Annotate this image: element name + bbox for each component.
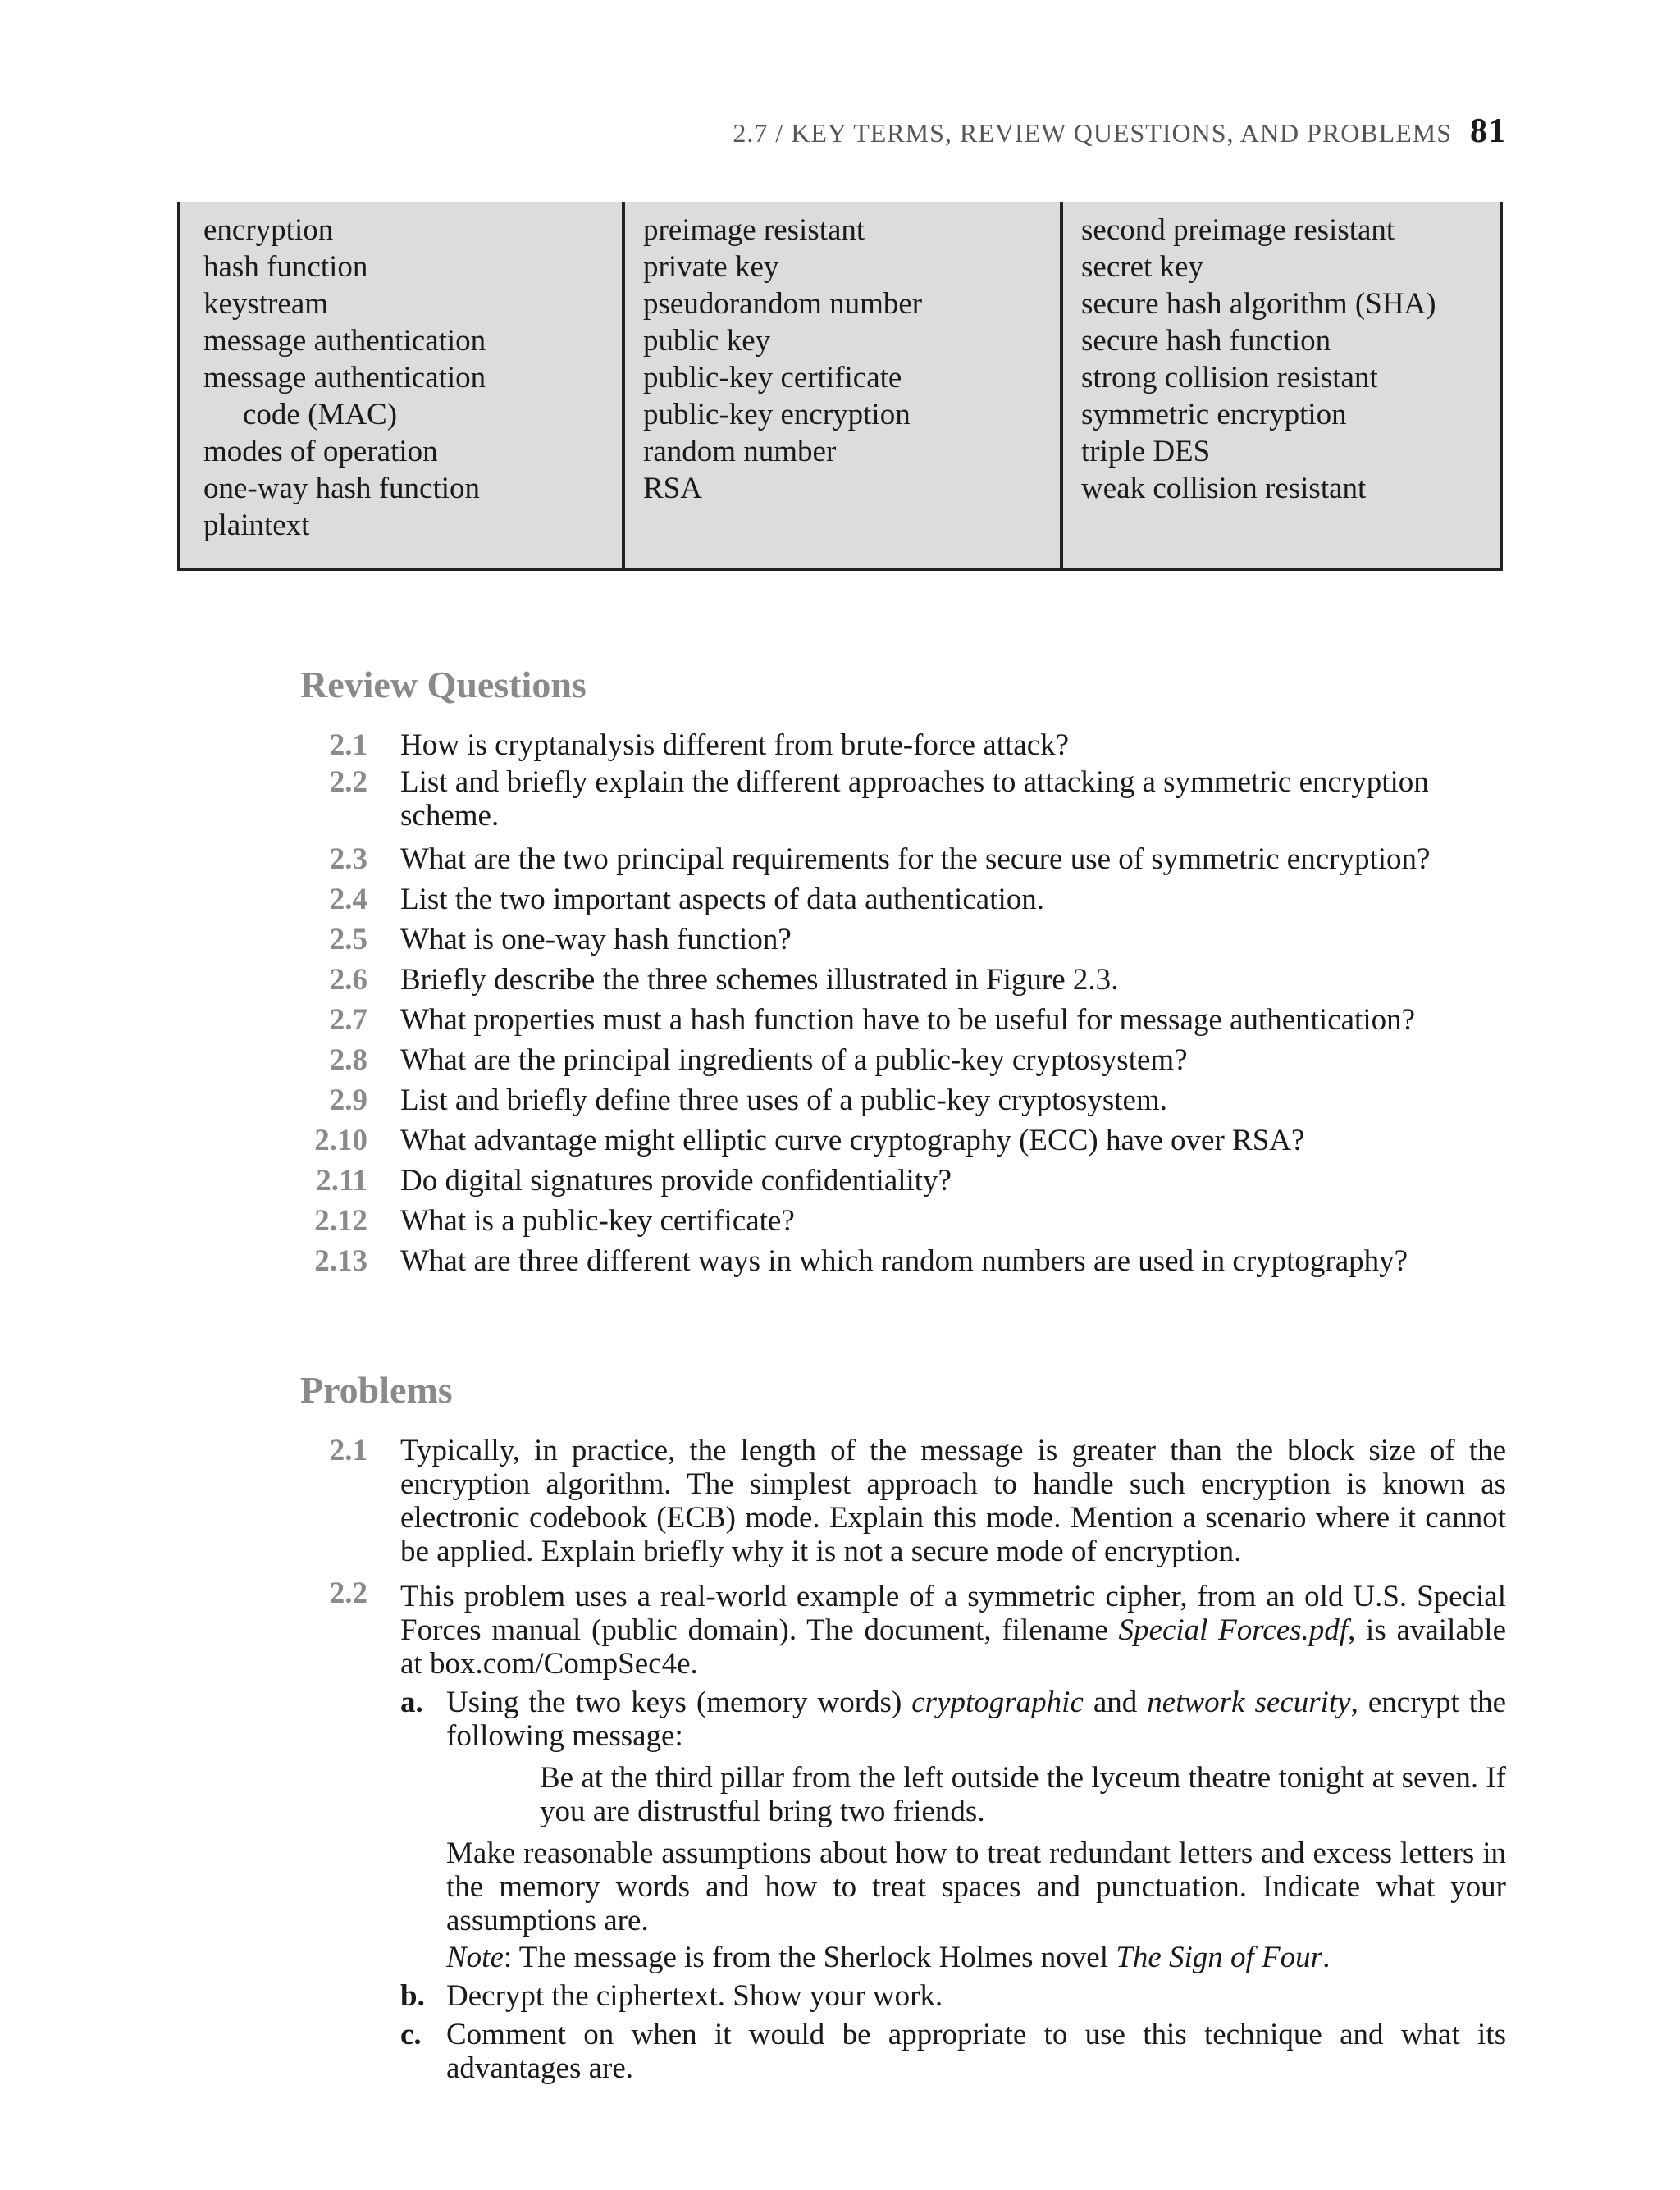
list-item	[300, 1040, 1506, 1080]
list-item	[300, 919, 1506, 960]
assumptions-paragraph: Make reasonable assumptions about how to treat redundant letters and excess letters in the memory words and how to treat spaces and punctuation. Indicate what your assumptions are.	[446, 1836, 1506, 1937]
key-term: second preimage resistant	[1081, 213, 1395, 247]
column-divider	[1060, 202, 1063, 568]
problems-list	[300, 1434, 1506, 2093]
key-term: strong collision resistant	[1081, 361, 1378, 395]
key-term: RSA	[643, 472, 702, 505]
key-term: keystream	[203, 287, 329, 321]
question-number: 2.13	[314, 1244, 368, 1278]
sub-item-letter: b.	[400, 1979, 425, 2013]
book-title: The Sign of Four	[1116, 1941, 1323, 1974]
key-term: modes of operation	[203, 435, 438, 468]
key-terms-column-1	[203, 212, 486, 544]
key-term: code (MAC)	[243, 398, 398, 431]
question-number: 2.9	[329, 1084, 368, 1117]
sub-item-c	[400, 2018, 1506, 2085]
key-term: public key	[643, 324, 771, 358]
key-term: random number	[643, 435, 837, 468]
question-text: Briefly describe the three schemes illustrated in Figure 2.3.	[400, 963, 1119, 997]
quoted-message: Be at the third pillar from the left outside the lyceum theatre tonight at seven. If you are distrustful bring two friends.	[540, 1761, 1506, 1828]
question-text: List and briefly explain the different approaches to attacking a symmetric encryption scheme.	[400, 765, 1429, 833]
review-questions-list	[300, 725, 1506, 1281]
key-term: hash function	[203, 250, 368, 284]
key-term: one-way hash function	[203, 472, 481, 505]
question-number: 2.7	[329, 1003, 368, 1037]
memory-word: network security	[1147, 1686, 1351, 1719]
list-item	[300, 879, 1506, 919]
list-item	[300, 765, 1506, 833]
question-text: List and briefly define three uses of a public-key cryptosystem.	[400, 1084, 1167, 1117]
sub-item-text	[446, 1686, 1506, 1753]
question-text: How is cryptanalysis different from brute-force attack?	[400, 728, 1070, 762]
question-text: What are the principal ingredients of a public-key cryptosystem?	[400, 1043, 1188, 1077]
text-run: This problem uses a real-world example of a symmetric cipher, from an old U.S. Special Forces manual (public domain). The document, filename	[400, 1580, 1506, 1647]
question-text: What is one-way hash function?	[400, 923, 792, 956]
list-item	[300, 1201, 1506, 1241]
note-paragraph	[446, 1941, 1506, 1974]
problem-number: 2.2	[329, 1576, 368, 1610]
key-term: public-key encryption	[643, 398, 911, 431]
key-term: private key	[643, 250, 779, 284]
question-number: 2.11	[316, 1164, 368, 1198]
question-number: 2.8	[329, 1043, 368, 1077]
sub-item-letter: c.	[400, 2018, 422, 2051]
filename: Special Forces.pdf	[1118, 1613, 1349, 1647]
review-questions-heading: Review Questions	[300, 664, 587, 705]
sub-item-text: Decrypt the ciphertext. Show your work.	[446, 1979, 943, 2013]
key-term: symmetric encryption	[1081, 398, 1347, 431]
question-text: List the two important aspects of data authentication.	[400, 883, 1045, 916]
list-item	[300, 1161, 1506, 1201]
text-run: Using the two keys (memory words)	[446, 1686, 912, 1719]
key-term: message authentication	[203, 361, 486, 395]
question-number: 2.10	[314, 1124, 368, 1157]
key-term: preimage resistant	[643, 213, 865, 247]
sub-item-body	[446, 1686, 1506, 1974]
problem-item	[300, 1434, 1506, 1568]
text-run: .	[1322, 1941, 1331, 1974]
running-title: 2.7 / KEY TERMS, REVIEW QUESTIONS, AND PROBLEMS	[733, 118, 1452, 148]
key-term: pseudorandom number	[643, 287, 923, 321]
key-terms-column-2	[643, 212, 922, 507]
key-term: public-key certificate	[643, 361, 902, 395]
problem-item	[300, 1576, 1506, 2085]
text-run: and	[1083, 1686, 1148, 1719]
problems-heading: Problems	[300, 1369, 453, 1411]
question-number: 2.3	[329, 842, 368, 876]
question-text: What advantage might elliptic curve cryptography (ECC) have over RSA?	[400, 1124, 1305, 1157]
key-term: secure hash algorithm (SHA)	[1081, 287, 1436, 321]
memory-word: cryptographic	[911, 1686, 1084, 1719]
note-label: Note	[446, 1941, 504, 1974]
list-item	[300, 839, 1506, 879]
key-terms-box	[177, 202, 1503, 571]
key-term: secret key	[1081, 250, 1203, 284]
question-number: 2.2	[329, 765, 368, 799]
key-term: message authentication	[203, 324, 486, 358]
page-number: 81	[1470, 112, 1506, 150]
key-terms-column-3	[1081, 212, 1436, 507]
key-term: encryption	[203, 213, 334, 247]
key-term: triple DES	[1081, 435, 1211, 468]
sub-item-text: Comment on when it would be appropriate to use this technique and what its advantages are.	[446, 2018, 1506, 2085]
question-text: What are three different ways in which random numbers are used in cryptography?	[400, 1244, 1408, 1278]
problem-text: Typically, in practice, the length of the message is greater than the block size of the encryption algorithm. The simplest approach to handle such encryption is known as electronic codebook (ECB) mode. Explain this mode. Mention a scenario where it cannot be applied. Explain briefly why it is not a secure mode of encryption.	[400, 1434, 1506, 1568]
list-item	[300, 1120, 1506, 1161]
question-number: 2.5	[329, 923, 368, 956]
question-number: 2.1	[329, 728, 368, 762]
problem-number: 2.1	[329, 1434, 368, 1467]
question-text: What are the two principal requirements for the secure use of symmetric encryption?	[400, 842, 1431, 876]
question-text: What properties must a hash function have to be useful for message authentication?	[400, 1003, 1416, 1037]
problem-body	[400, 1576, 1506, 2085]
problem-intro	[400, 1580, 1506, 1681]
text-run: , is available at box.com/CompSec4e.	[400, 1613, 1506, 1681]
text-run: : The message is from the Sherlock Holmes novel	[503, 1941, 1116, 1974]
sub-item-letter: a.	[400, 1686, 423, 1719]
column-divider	[622, 202, 625, 568]
list-item	[300, 725, 1506, 765]
sub-item-a	[400, 1686, 1506, 1974]
question-number: 2.6	[329, 963, 368, 997]
list-item	[300, 1080, 1506, 1120]
question-number: 2.12	[314, 1204, 368, 1238]
question-number: 2.4	[329, 883, 368, 916]
key-term: weak collision resistant	[1081, 472, 1367, 505]
key-term: secure hash function	[1081, 324, 1331, 358]
list-item	[300, 960, 1506, 1000]
list-item	[300, 1000, 1506, 1040]
sub-item-b	[400, 1979, 1506, 2013]
running-head	[574, 112, 1506, 151]
question-text: What is a public-key certificate?	[400, 1204, 795, 1238]
key-term: plaintext	[203, 509, 310, 542]
question-text: Do digital signatures provide confidentiality?	[400, 1164, 952, 1198]
list-item	[300, 1241, 1506, 1281]
text-run: , encrypt the following message:	[446, 1686, 1506, 1753]
